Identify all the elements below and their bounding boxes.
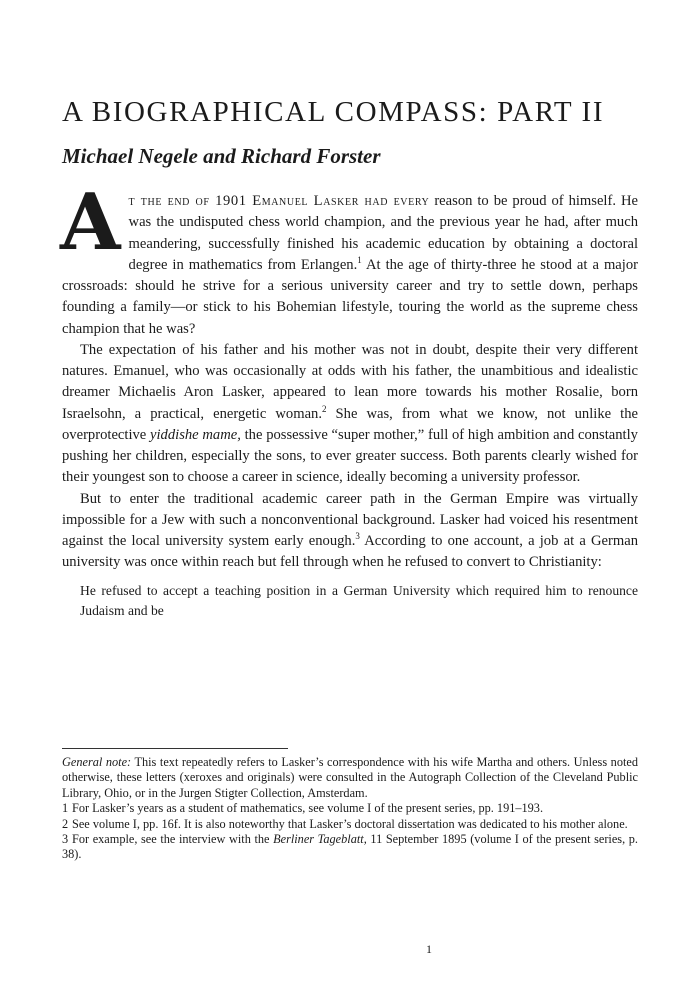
- footnote-1: [62, 801, 638, 816]
- drop-cap: A: [60, 177, 121, 268]
- footnote-ref-1: 1: [357, 254, 362, 265]
- general-note: [62, 755, 638, 801]
- paragraph-3-text-a: But to enter the traditional academic career path in the German Empire was virtually impossible for a Jew with such a nonconventional background. Lasker had voiced his resentment against the local university system early enough.: [62, 490, 638, 549]
- footnote-1-number: 1: [62, 801, 69, 816]
- footnote-3: [62, 832, 638, 863]
- paragraph-1-text-a: reason to be proud of himself. He was the undisputed chess world champion, and the previous year he had, after much meandering, successfully finished his academic education by obtaining a doctoral degree in mathematics from Erlangen.: [128, 193, 638, 273]
- body-text: [60, 177, 638, 621]
- footnote-3-text-b: 11 September 1895 (volume I of the present series, p. 38).: [62, 832, 638, 862]
- footnote-2-text: See volume I, pp. 16f. It is also noteworthy that Lasker’s doctoral dissertation was dedicated to his mother alone.: [72, 816, 628, 831]
- paragraph-2-italic: yiddishe mame,: [150, 426, 241, 443]
- footnote-ref-2: 2: [322, 403, 327, 414]
- paragraph-3: [62, 489, 638, 574]
- page-number: 1: [426, 942, 432, 956]
- opening-small-caps: t the end of 1901 Emanuel Lasker had every: [128, 193, 430, 209]
- general-note-text: This text repeatedly refers to Lasker’s correspondence with his wife Martha and others. Unless noted otherwise, these letters (xeroxes and originals) were consulted in the Autograph Collection of the Cleveland Public Library, Ohio, or in the Jurgen Stigter Collection, Amsterdam.: [62, 755, 639, 800]
- footnote-3-number: 3: [62, 832, 69, 847]
- footnote-2: [62, 817, 638, 832]
- footnote-divider: [62, 748, 288, 749]
- footnote-ref-3: 3: [355, 531, 360, 542]
- footnote-3-italic: Berliner Tageblatt,: [273, 832, 367, 847]
- footnote-3-text-a: For example, see the interview with the: [72, 832, 274, 847]
- paragraph-2-text-a: The expectation of his father and his mother was not in doubt, despite their very different natures. Emanuel, who was occasionally at odds with his father, the unambitious and idealistic dreamer Michaelis Aron Lasker, appeared to lean more towards his mother Rosalie, born Israelsohn, a practical, energetic woman.: [62, 341, 638, 422]
- paragraph-2: [62, 340, 638, 489]
- footnotes: [62, 755, 638, 863]
- paragraph-2-text-c: the possessive “super mother,” full of high ambition and constantly pushing her children, especially the sons, to ever greater success. Both parents clearly wished for their youngest son to choose a career in science, ideally becoming a university professor.: [62, 426, 638, 486]
- chapter-title: A BIOGRAPHICAL COMPASS: PART II: [62, 96, 605, 128]
- chapter-authors: Michael Negele and Richard Forster: [62, 144, 381, 168]
- footnote-2-number: 2: [62, 816, 69, 831]
- paragraph-1-text-b: At the age of thirty-three he stood at a major crossroads: should he strive for a serious university career and try to settle down, perhaps founding a family—or stick to his Bohemian lifestyle, touring the world as the supreme chess champion that he was?: [62, 256, 638, 337]
- footnote-1-text: For Lasker’s years as a student of mathematics, see volume I of the present series, pp. 191–193.: [72, 801, 544, 816]
- block-quote: He refused to accept a teaching position in a German University which required him to renounce Judaism and be: [80, 582, 638, 618]
- paragraph-1: [60, 177, 638, 340]
- general-note-label: General note:: [62, 755, 132, 769]
- paragraph-3-text-b: According to one account, a job at a German university was once within reach but fell through when he refused to convert to Christianity:: [62, 533, 638, 571]
- paragraph-2-text-b: She was, from what we know, not unlike the overprotective: [62, 405, 638, 443]
